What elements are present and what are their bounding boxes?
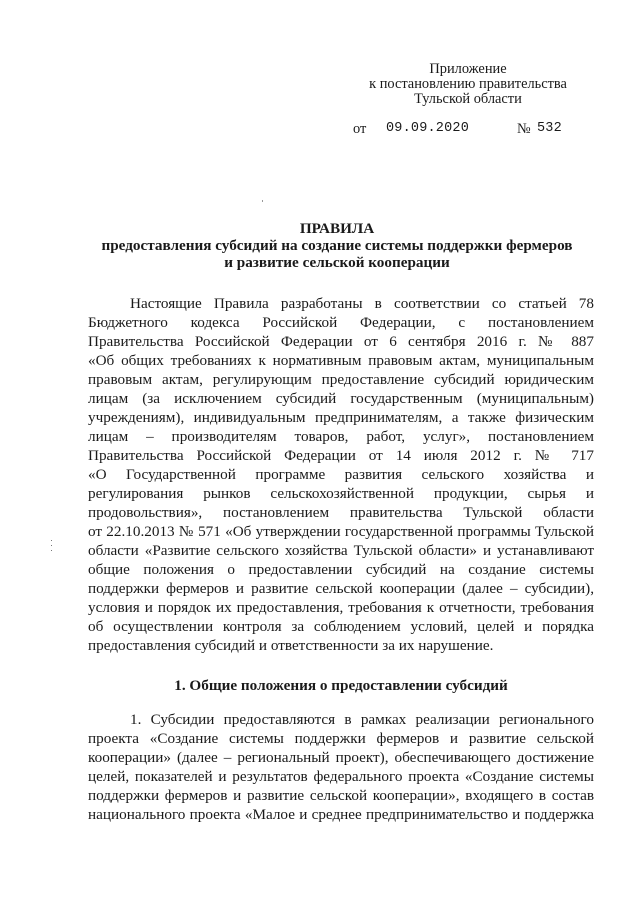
text-line: учреждениям), индивидуальным предпринимателям, а также физическим	[88, 409, 594, 426]
margin-mark	[51, 540, 53, 556]
text-line: 1. Субсидии предоставляются в рамках реализации регионального	[130, 711, 594, 728]
appendix-line: к постановлению правительства	[369, 76, 567, 92]
text-line: об осуществлении контроля за соблюдением условий, целей и порядка	[88, 618, 594, 635]
section-heading: 1. Общие положения о предоставлении субсидий	[174, 677, 508, 694]
text-line: условия и порядок их предоставления, требования к отчетности, требования	[88, 599, 594, 616]
text-line: лицам – производителям товаров, работ, услуг», постановлением	[88, 428, 594, 445]
scan-speck	[262, 200, 263, 202]
from-label: от	[353, 121, 367, 137]
text-line: Правительства Российской Федерации от 14 июля 2012 г. № 717	[88, 447, 594, 464]
text-line: общие положения о предоставлении субсидий на создание системы	[88, 561, 594, 578]
appendix-block	[352, 62, 584, 107]
decree-date: 09.09.2020	[386, 121, 470, 136]
text-line: поддержки фермеров и развитие сельской кооперации (далее – субсидии),	[88, 580, 594, 597]
text-line: проекта «Создание системы поддержки фермеров и развитие сельской	[88, 730, 594, 747]
document-subtitle-line: предоставления субсидий на создание системы поддержки фермеров	[101, 237, 573, 254]
text-line: области «Развитие сельского хозяйства Тульской области» и устанавливают	[88, 542, 594, 559]
text-line: предоставления субсидий и ответственности за их нарушение.	[88, 637, 494, 654]
text-line: поддержки фермеров и развитие сельской кооперации», входящего в состав	[88, 787, 594, 804]
text-line: Настоящие Правила разработаны в соответствии со статьей 78	[130, 295, 594, 312]
text-line: продовольствия», постановлением правительства Тульской области	[88, 504, 594, 521]
text-line: целей, показателей и результатов федерального проекта «Создание системы	[88, 768, 594, 785]
appendix-line: Тульской области	[414, 91, 522, 107]
text-line: национального проекта «Малое и среднее предпринимательство и поддержка	[88, 806, 594, 823]
decree-number: 532	[537, 121, 562, 136]
text-line: от 22.10.2013 № 571 «Об утверждении государственной программы Тульской	[88, 523, 594, 540]
text-line: «О Государственной программе развития сельского хозяйства и	[88, 466, 594, 483]
text-line: Бюджетного кодекса Российской Федерации, с постановлением	[88, 314, 594, 331]
text-line: Правительства Российской Федерации от 6 сентября 2016 г. № 887	[88, 333, 594, 350]
text-line: лицам (за исключением субсидий государственным (муниципальным)	[88, 390, 594, 407]
text-line: кооперации» (далее – региональный проект), обеспечивающего достижение	[88, 749, 594, 766]
text-line: правовым актам, регулирующим предоставление субсидий юридическим	[88, 371, 594, 388]
document-title: ПРАВИЛА	[299, 220, 375, 237]
text-line: «Об общих требованиях к нормативным правовым актам, муниципальным	[88, 352, 594, 369]
section-paragraph	[88, 710, 594, 824]
number-label: №	[517, 121, 531, 137]
appendix-line: Приложение	[429, 61, 507, 77]
document-subtitle-line: и развитие сельской кооперации	[224, 254, 450, 271]
intro-paragraph	[88, 294, 594, 655]
text-line: регулирования рынков сельскохозяйственной продукции, сырья и	[88, 485, 594, 502]
